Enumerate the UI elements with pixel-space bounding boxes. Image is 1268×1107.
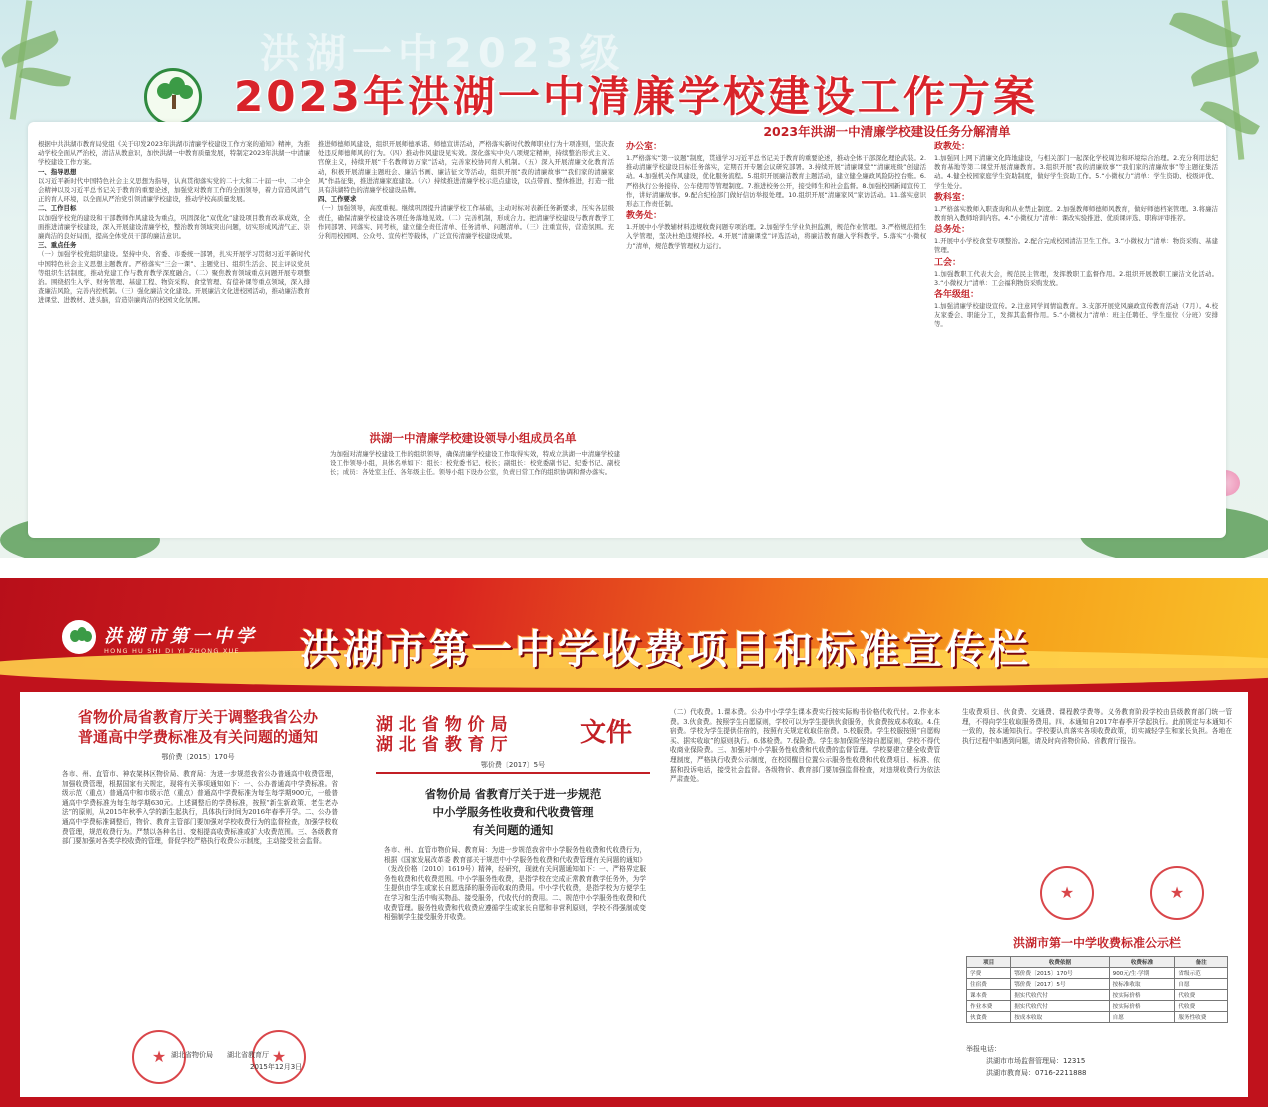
official-seal-icon — [1150, 866, 1204, 920]
table-cell: 鄂价费〔2015〕170号 — [1011, 968, 1109, 979]
seal-star: ★ — [271, 1047, 287, 1066]
table-cell: 鄂价费〔2017〕5号 — [1011, 979, 1109, 990]
school-logo — [144, 68, 202, 126]
dept-heading-union: 工会： — [934, 257, 962, 268]
dept-text-research: 1.严格落实教师入职查询和从业禁止制度。2.加强教师师德师风教育，做好师德档案管理。3.将廉洁教育纳入教师培训内容。4.“小微权力”清单：课改实验推进、优质课评选、职称评审推荐。 — [934, 204, 1218, 223]
plan-column-1 — [38, 140, 310, 520]
fee-banner-title: 洪湖市第一中学收费项目和标准宣传栏 — [300, 627, 1031, 673]
table-cell: 代收费 — [1175, 990, 1228, 1001]
plan-column-4 — [934, 140, 1218, 525]
dept-heading-grade: 各年级组： — [934, 290, 980, 301]
dept-text-general: 1.开展中小学校食堂专项整治。2.配合完成校园清洁卫生工作。3.“小微权力”清单：物资采购、基建管理。 — [934, 237, 1218, 255]
dept-heading-office: 办公室： — [626, 142, 663, 152]
school-logo-small — [62, 620, 96, 654]
notice1-title-line1: 省物价局省教育厅关于调整我省公办 — [77, 708, 318, 726]
table-cell: 作业本费 — [967, 1001, 1011, 1012]
table-cell: 学费 — [967, 968, 1011, 979]
notice2-body-end — [962, 708, 1232, 868]
tree-icon — [179, 85, 193, 99]
table-cell: 伙食费 — [967, 1012, 1011, 1023]
school-pinyin: HONG HU SHI DI YI ZHONG XUE — [104, 647, 240, 655]
tree-icon — [83, 631, 92, 642]
fee-footer-line: 洪湖市市场监督管理局：12315 — [986, 1057, 1086, 1065]
notice2-document-label: 文件 — [580, 718, 633, 748]
table-cell: 按标准收取 — [1109, 979, 1175, 990]
dept-heading-research: 教科室： — [934, 192, 971, 203]
notice2-body-text: 各市、州、直管市物价局、教育局：为进一步规范我省中小学服务性收费和代收费行为，根据《国家发展改革委 教育部关于规范中小学服务性收费和代收费管理有关问题的通知》（发改价格〔2010〕1619号）精神，经研究，现就有关问题通知如下：一、严格界定服务性收费和代收费范围。中小学服务性收费，是指学校在完成正常教育教学任务外，为学生提供由学生或家长自愿选择的服务而收取的费用。中小学代收费，是指学校为方便学生在学习和生活中购买物品、接受服务，代收代付的费用。二、规范中小学服务性收费和代收费管理。服务性收费和代收费应遵循学生或家长自愿和非营利原则，学校不得强制或变相强制学生接受服务并收费。 — [384, 846, 646, 922]
notice1-body-text: 各市、州、直管市、神农架林区物价局、教育局：为进一步规范我省公办普通高中收费管理，加强收费管理，根据国家有关规定，现将有关事项通知如下：一、公办普通高中学费标准。省级示范（重点）普通高中和市级示范（重点）普通高中学费标准为每生每学期900元，一般普通高中学费标准为每生每学期630元。上述调整后的学费标准，按照“新生新政策、老生老办法”的原则，从2015年秋季入学的新生起执行，具体执行时间为2016年春季开学。二、公办普通高中学费标准调整后，物价、教育主管部门要加强对学校收费行为的监督检查，加强学校收费管理，规范收费行为。严禁以各种名目、变相提高收费标准或扩大收费范围。三、各级教育部门要加强对各类学校收费的管理，督促学校严格执行收费公示制度，主动接受社会监督。 — [62, 770, 338, 846]
table-row — [967, 979, 1228, 990]
fee-footer-label: 举报电话： — [966, 1045, 1001, 1053]
table-cell: 按实际价格 — [1109, 990, 1175, 1001]
section-text: （一）加强学校党组织建设。坚持中央、省委、市委统一部署，扎实开展学习贯彻习近平新时代中国特色社会主义思想主题教育。严格落实“三会一课”、主题党日、组织生活会、民主评议党员等组织生活制度，推动党建工作与教育教学深度融合。（二）聚焦教育领域重点问题开展专项整治。围绕招生入学、财务管理、基建工程、物资采购、食堂管理、有偿补课等重点领域，深入排查廉洁风险，完善内控机制。（三）强化廉洁文化建设。开展廉洁文化进校园活动，推动廉洁教育进课堂、进教材、进头脑，营造崇廉尚洁的校园文化氛围。 — [38, 250, 310, 305]
table-header-row — [967, 957, 1228, 968]
leaf-icon — [0, 30, 61, 67]
notice2-body-continued — [670, 708, 940, 1086]
notice2-issuer-1: 湖 北 省 物 价 局 — [376, 715, 508, 735]
notice1-ref-number: 鄂价费〔2015〕170号 — [161, 753, 235, 761]
banner-background-text: 洪湖一中2023级 — [260, 31, 626, 77]
table-cell: 省级示范 — [1175, 968, 1228, 979]
table-cell: 自愿 — [1175, 979, 1228, 990]
table-cell: 按实际价格 — [1109, 1001, 1175, 1012]
notice2-ref-number: 鄂价费〔2017〕5号 — [480, 761, 546, 769]
table-cell: 据实代收代付 — [1011, 990, 1109, 1001]
table-header-cell: 收费标准 — [1109, 957, 1175, 968]
table-row — [967, 968, 1228, 979]
table-cell: 课本费 — [967, 990, 1011, 1001]
plan-intro: 根据中共洪湖市教育局党组《关于印发2023年洪湖市清廉学校建设工作方案的通知》精神，为推动学校全面从严治校，清洁从教意识，加快洪湖一中教育质量发展，特制定2023年洪湖一中清廉学校建设工作方案。 — [38, 140, 310, 167]
notice2-issuer-2: 湖 北 省 教 育 厅 — [376, 735, 508, 755]
leading-group-text — [330, 450, 620, 520]
official-seal-icon — [1040, 866, 1094, 920]
notice1-title-line2: 普通高中学费标准及有关问题的通知 — [77, 728, 318, 746]
table-cell: 住宿费 — [967, 979, 1011, 990]
section-heading: 二、工作目标 — [38, 204, 77, 213]
table-row — [967, 1012, 1228, 1023]
leading-group-body: 为加强对清廉学校建设工作的组织领导，确保清廉学校建设工作取得实效，特成立洪湖一中清廉学校建设工作领导小组，具体名单如下：组长：校党委书记、校长；副组长：校党委副书记、纪委书记、副校长；成员：各处室主任、各年级主任。领导小组下设办公室，负责日常工作的组织协调和督办落实。 — [330, 450, 620, 477]
notice2-body — [384, 846, 646, 1086]
notice1-signatories: 湖北省物价局 湖北省教育厅 — [171, 1051, 269, 1059]
table-cell: 代收费 — [1175, 1001, 1228, 1012]
dept-text-politics: 1.加强同上网下清廉文化阵地建设，与相关部门一起深化学校周边和环境综合治理。2.充分利用法纪教育基地等第二课堂开展清廉教育。3.组织开展“我的清廉故事”“我们家的清廉故事”等主题征集活动。4.健全校园家庭学生资助制度，做好学生资助工作。5.“小微权力”清单：学生资助、校级评优、学生处分。 — [934, 154, 1218, 190]
table-cell: 900元/生·学期 — [1109, 968, 1175, 979]
table-header-cell: 备注 — [1175, 957, 1228, 968]
dept-text-union: 1.加强教职工代表大会，规范民主管理，发挥教职工监督作用。2.组织开展教职工廉洁文化活动。3.“小微权力”清单：工会福利物资采购发放。 — [934, 269, 1218, 287]
dept-text-teaching: 1.开展中小学教辅材料违规收费问题专项治理。2.加强学生学业负担监测，规范作业管理。3.严格规范招生入学管理，坚决杜绝违规择校。4.开展“清廉课堂”评选活动，将廉洁教育融入学科教学。5.落实“小微权力”清单，规范教学管理权力运行。 — [626, 223, 926, 250]
table-cell: 据实代收代付 — [1011, 1001, 1109, 1012]
tree-trunk-icon — [172, 95, 176, 109]
notice2-title-line3: 有关问题的通知 — [472, 823, 554, 837]
notice1-date: 2015年12月3日 — [250, 1063, 303, 1071]
section-text: 以加强学校党的建设和干部教师作风建设为重点，巩固深化“双优化”建设项目教育改革成效，全面推进清廉学校建设，深入开展建设清廉学校，整治教育领域突出问题，切实形成风清气正、崇廉尚洁的良好局面，提高全体党员干部的廉洁意识。 — [38, 213, 310, 241]
table-cell: 服务性收费 — [1175, 1012, 1228, 1023]
notice2-title-line1: 省物价局 省教育厅关于进一步规范 — [424, 787, 602, 801]
section-text: 以习近平新时代中国特色社会主义思想为指导，认真贯彻落实党的二十大和二十届一中、二中全会精神以及习近平总书记关于教育的重要论述，加强党对教育工作的全面领导，着力营造风清气正的育人环境，以全面从严治党引领清廉学校建设，推动学校高质量发展。 — [38, 176, 310, 204]
leaf-icon — [1189, 51, 1261, 87]
seal-star: ★ — [151, 1047, 167, 1066]
leaf-icon — [19, 64, 71, 90]
table-header-cell: 项目 — [967, 957, 1011, 968]
task-list-title: 2023年洪湖一中清廉学校建设任务分解清单 — [763, 124, 1011, 139]
seal-star: ★ — [1169, 883, 1185, 902]
notice1-body — [62, 770, 338, 1040]
seal-star: ★ — [1059, 883, 1075, 902]
fee-standard-title: 洪湖市第一中学收费标准公示栏 — [1012, 936, 1181, 950]
table-cell: 按成本收取 — [1011, 1012, 1109, 1023]
section-text: （一）加强领导，高度重视。继续巩固提升清廉学校工作基础，主动对标对表新任务新要求，压实各层级责任，确保清廉学校建设各项任务落地见效。（二）完善机制，形成合力。把清廉学校建设与教育教学工作同部署、同落实、同考核，建立健全责任清单、任务清单、问题清单。（三）注重宣传，营造氛围。充分利用校园网、公众号、宣传栏等载体，广泛宣传清廉学校建设成果。 — [318, 204, 614, 241]
table-header-cell: 收费依据 — [1011, 957, 1109, 968]
section-heading: 三、重点任务 — [38, 241, 77, 250]
dept-heading-general: 总务处： — [934, 225, 971, 236]
banner-title: 2023年洪湖一中清廉学校建设工作方案 — [234, 72, 1038, 121]
plan-column-3 — [626, 140, 926, 525]
table-cell: 自愿 — [1109, 1012, 1175, 1023]
section-text: 推进师德师风建设，组织开展师德承诺、师德宣讲活动，严格落实新时代教师职业行为十项准则，坚决查处违反师德师风的行为。（四）推动作风建设见实效。深化落实中央八项规定精神，持续整治形式主义、官僚主义，持续开展“千名教师访万家”活动，完善家校协同育人机制。（五）深入开展清廉文化教育活动，积极开展清廉主题班会、廉洁书画、廉洁征文等活动，组织开展“我的清廉故事”“我们家的清廉家风”作品征集，推进清廉家庭建设。（六）持续推进清廉学校示范点建设，以点带面、整体推进，打造一批具有洪湖特色的清廉学校建设品牌。 — [318, 140, 614, 195]
leaf-icon — [1169, 6, 1241, 54]
fee-standard-table — [966, 956, 1228, 1023]
table-row — [967, 990, 1228, 1001]
dept-text-grade: 1.加强清廉学校建设宣传。2.注意同学间情谊教育。3.支部开展党风廉政宣传教育活动（7月）。4.校友家委会、职能分工，发挥其监督作用。5.“小微权力”清单：班主任聘任、学生座位（分班）安排等。 — [934, 302, 1218, 329]
plan-column-2 — [318, 140, 614, 430]
dept-heading-teaching: 教务处： — [626, 211, 663, 222]
dept-text-office: 1.严格落实“第一议题”制度，贯通学习习近平总书记关于教育的重要论述，推动全体干部深化理论武装。2.推动清廉学校建设目标任务落实，定期召开专题会议研究部署。3.持续开展“清廉课堂”“清廉班级”创建活动。4.加强机关作风建设，优化服务流程。5.组织开展廉洁教育主题活动，建立健全廉政风险防控台账。6.严格执行公务接待、公车使用等管理制度。7.推进校务公开，接受师生和社会监督。8.加强校园新闻宣传工作，讲好清廉故事。9.配合纪检部门做好信访举报处理。10.组织开展“清廉家风”家访活动。11.落实意识形态工作责任制。 — [626, 154, 926, 209]
section-heading: 四、工作要求 — [318, 195, 357, 204]
school-name: 洪湖市第一中学 — [104, 626, 258, 647]
red-divider-line — [376, 772, 650, 774]
fee-footer-line: 洪湖市教育局：0716-2211888 — [986, 1069, 1087, 1077]
notice2-body-text-2: （二）代收费。1.课本费。公办中小学学生课本费实行按实际购书价格代收代付。2.作业本费。3.伙食费。按照学生自愿原则，学校可以为学生提供伙食服务，伙食费按成本收取。4.住宿费。学校为学生提供住宿的，按照有关规定收取住宿费。5.校服费。学生校服按照“自愿购买、据实收取”的原则执行。6.体检费。7.保险费。学生参加保险坚持自愿原则，学校不得代收商业保险费。三、加强对中小学服务性收费和代收费的监督管理。学校要建立健全收费管理制度，严格执行收费公示制度，在校园醒目位置公示服务性收费和代收费项目、标准、依据和投诉电话，接受社会监督。各级物价、教育部门要加强监督检查，对违规收费行为依法严肃查处。 — [670, 708, 940, 784]
dept-heading-politics: 政教处： — [934, 142, 971, 152]
notice2-body-text-3: 生收费项目、伙食费、交通费、课程教学费等。义务教育阶段学校由县级教育部门统一管理，不得向学生收取服务费用。四、本通知自2017年春季开学起执行。此前规定与本通知不一致的，按本通知执行。学校要认真落实各项收费政策，切实减轻学生和家长负担。各地在执行过程中如遇到问题，请及时向省物价局、省教育厅报告。 — [962, 708, 1232, 745]
leading-group-title: 洪湖一中清廉学校建设领导小组成员名单 — [369, 431, 577, 445]
table-row — [967, 1001, 1228, 1012]
section-heading: 一、指导思想 — [38, 167, 77, 176]
notice2-title-line2: 中小学服务性收费和代收费管理 — [432, 805, 594, 819]
